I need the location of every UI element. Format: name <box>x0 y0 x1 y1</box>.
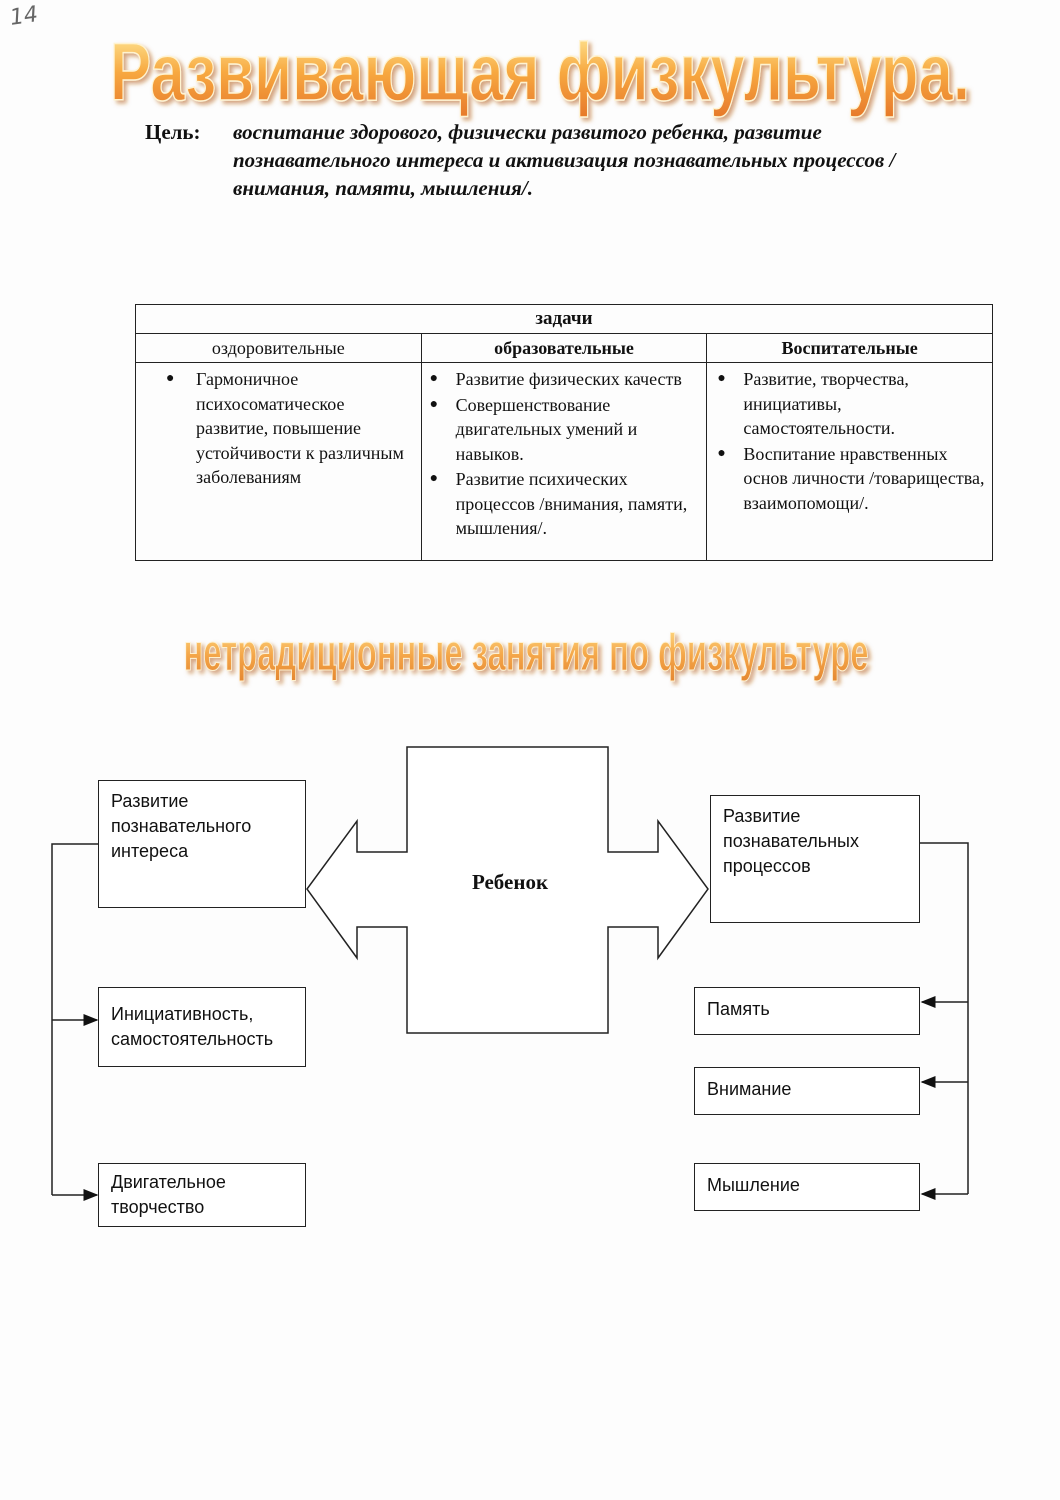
list-item: ● Гармоничное психосоматическое развитие, повышение устойчивости к различным заболеваниям <box>166 369 404 487</box>
box-cognitive-processes: Развитие познавательных процессов <box>710 795 920 923</box>
box-cognitive-interest: Развитие познавательного интереса <box>98 780 306 908</box>
right-connector-line <box>920 843 968 1194</box>
box-attention: Внимание <box>694 1067 920 1115</box>
section-subtitle-text: нетрадиционные занятия по физкультуре <box>183 624 869 682</box>
list-item: ● Развитие, творчества, инициативы, самостоятельности. <box>717 369 909 438</box>
list-item: ● Воспитание нравственных основ личности /товарищества, взаимопомощи/. <box>717 443 985 513</box>
column-header-upbringing: Воспитательные <box>707 334 993 363</box>
column-header-health: оздоровительные <box>136 334 422 363</box>
column-header-education: образовательные <box>421 334 707 363</box>
tasks-cell-upbringing <box>707 363 993 561</box>
goal-label: Цель: <box>145 120 201 144</box>
box-motor-creativity: Двигательное творчество <box>98 1163 306 1227</box>
box-memory: Память <box>694 987 920 1035</box>
center-label: Ребенок <box>471 870 549 894</box>
tasks-caption: задачи <box>136 305 993 334</box>
page-title <box>0 18 1060 128</box>
tasks-cell-health <box>136 363 422 561</box>
tasks-table <box>135 304 993 561</box>
box-thinking: Мышление <box>694 1163 920 1211</box>
page-number: 14 <box>8 2 40 31</box>
diagram <box>0 730 1060 1270</box>
page-title-text: Развивающая физкультура. <box>110 27 970 118</box>
list-item: ● Развитие психических процессов /внимания, памяти, мышления/. <box>429 469 688 538</box>
list-item: ● Развитие физических качеств <box>429 369 682 389</box>
tasks-cell-education <box>421 363 707 561</box>
list-item: ● Совершенствование двигательных умений и навыков. <box>429 394 638 464</box>
section-subtitle <box>0 618 1060 688</box>
box-initiative: Инициативность, самостоятельность <box>98 987 306 1067</box>
goal-text: воспитание здорового, физически развитого ребенка, развитие познавательного интереса и активизация познавательных процессов /внимания, памяти, мышления/. <box>233 120 896 200</box>
goal-block <box>145 118 965 202</box>
